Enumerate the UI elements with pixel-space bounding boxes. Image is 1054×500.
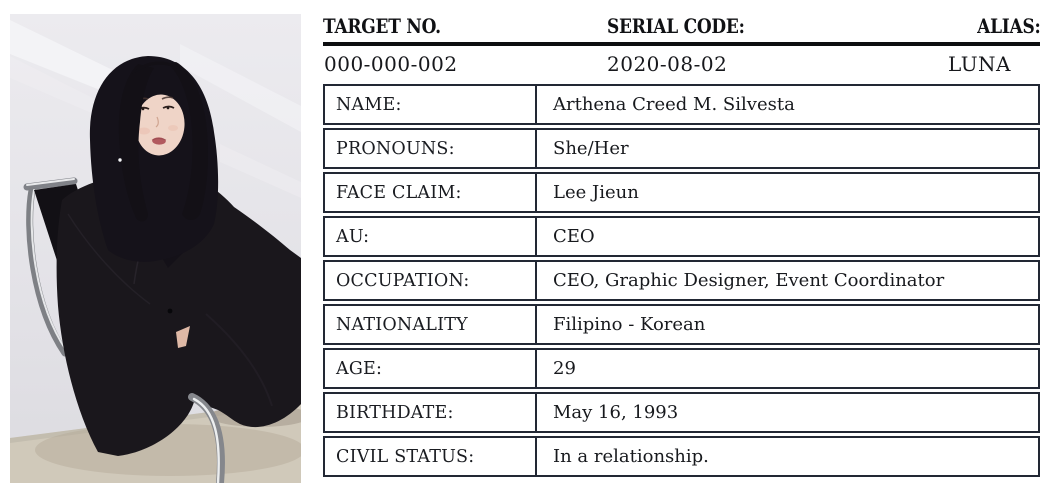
- row-label: FACE CLAIM:: [325, 174, 537, 211]
- row-label: AGE:: [325, 350, 537, 387]
- header-alias-label: ALIAS:: [976, 14, 1040, 38]
- photo-illustration: [10, 14, 301, 483]
- table-row-name: [323, 84, 1040, 125]
- row-label: NATIONALITY: [325, 306, 537, 343]
- table-row-pronouns: [323, 128, 1040, 169]
- table-row-birthdate: [323, 392, 1040, 433]
- row-label: CIVIL STATUS:: [325, 438, 537, 475]
- row-value: May 16, 1993: [553, 402, 679, 423]
- row-value: CEO: [553, 226, 595, 247]
- header-rule: [323, 42, 1040, 46]
- table-row-nationality: [323, 304, 1040, 345]
- row-value: 29: [553, 358, 576, 379]
- row-label: NAME:: [325, 86, 537, 123]
- table-row-face-claim: [323, 172, 1040, 213]
- row-label: AU:: [325, 218, 537, 255]
- row-value: Arthena Creed M. Silvesta: [553, 94, 795, 115]
- header-serial-code-label: SERIAL CODE:: [607, 14, 745, 38]
- earring: [118, 158, 121, 161]
- serial-code-value: 2020-08-02: [607, 52, 728, 76]
- row-label: PRONOUNS:: [325, 130, 537, 167]
- row-value: Filipino - Korean: [553, 314, 706, 335]
- target-photo: [10, 14, 301, 483]
- table-row-age: [323, 348, 1040, 389]
- header-target-no-label: TARGET NO.: [323, 14, 441, 38]
- row-value: CEO, Graphic Designer, Event Coordinator: [553, 270, 945, 291]
- table-row-occupation: [323, 260, 1040, 301]
- alias-value: LUNA: [948, 52, 1011, 76]
- table-row-au: [323, 216, 1040, 257]
- dossier-header-values: [323, 52, 1040, 82]
- row-value: Lee Jieun: [553, 182, 639, 203]
- table-row-civil-status: [323, 436, 1040, 477]
- target-no-value: 000-000-002: [324, 52, 458, 76]
- profile-table: [323, 84, 1040, 477]
- dossier-card: [323, 14, 1040, 480]
- row-value: She/Her: [553, 138, 629, 159]
- row-value: In a relationship.: [553, 446, 709, 467]
- dossier-header: [323, 14, 1040, 40]
- row-label: BIRTHDATE:: [325, 394, 537, 431]
- row-label: OCCUPATION:: [325, 262, 537, 299]
